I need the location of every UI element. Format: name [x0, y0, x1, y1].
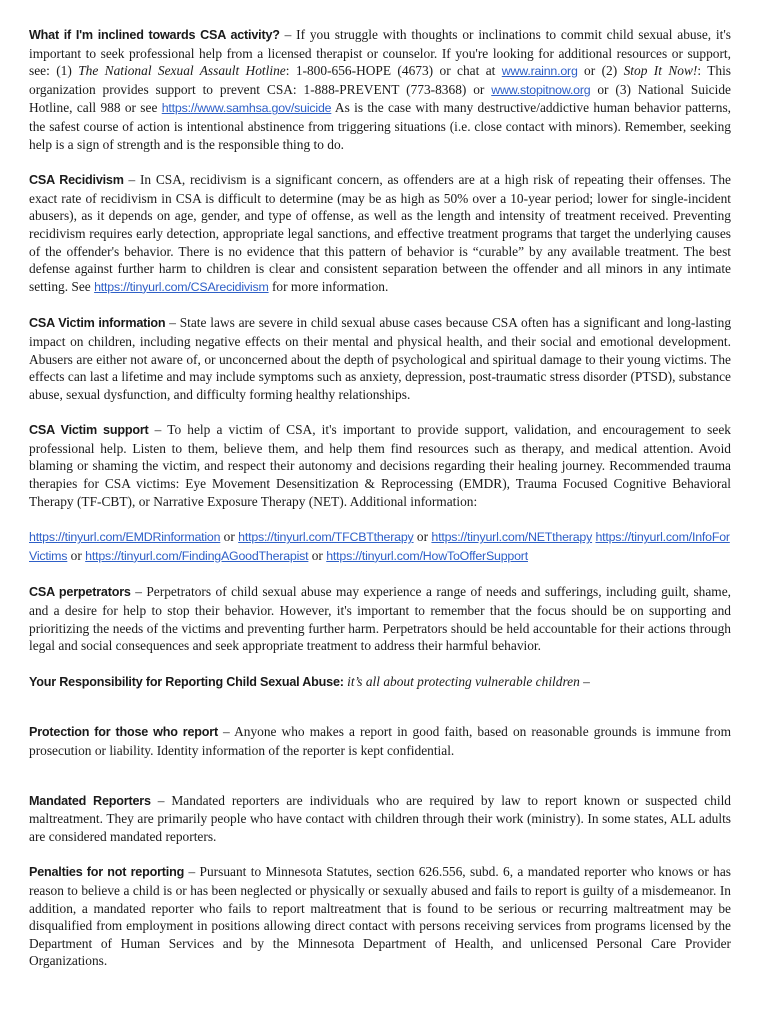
section-heading: CSA perpetrators [29, 585, 131, 600]
resource-name: Stop It Now! [623, 63, 698, 79]
body-text: : This organization provides support to prevent CSA: 1-888-PREVENT (773-8368) or [29, 63, 732, 97]
body-text: As is the case with many destructive/addictive human behavior patterns, the safest course of action is intentional abstinence from triggering situations (i.e. close contact with minors). Remember, seeking help is a sign of strength and is the responsible thing to do. [29, 100, 731, 152]
section-inclined [29, 26, 731, 153]
body-text: or (3) National Suicide Hotline, call 988 or see [29, 81, 731, 116]
emdr-link[interactable]: https://tinyurl.com/EMDRinformation [29, 530, 221, 545]
section-heading: CSA Victim support [29, 423, 149, 438]
separator: or [67, 547, 86, 563]
finding-therapist-link[interactable]: https://tinyurl.com/FindingAGoodTherapist [85, 548, 309, 563]
offer-support-link[interactable]: https://tinyurl.com/HowToOfferSupport [326, 548, 528, 563]
section-heading: CSA Victim information [29, 316, 166, 331]
separator: or [413, 529, 432, 545]
section-heading: Protection for those who report [29, 725, 218, 740]
body-text: Pursuant to Minnesota Statutes, section 626.556, subd. 6, a mandated reporter who knows or has reason to believe a child is or has been neglected or physically or sexually abused and fails to report is guilty of a misdemeanor. In addition, a mandated reporter who fails to report maltreatment that is found to be serious or recurring maltreatment may be disqualified from employment in positions allowing direct contact with persons receiving services from programs licensed by the Department of Human Services and by the Minnesota Department of Health, and unlicensed Personal Care Provider Organizations. [29, 864, 731, 969]
dash: – [165, 315, 180, 331]
section-responsibility [29, 673, 731, 692]
recidivism-link[interactable]: https://tinyurl.com/CSArecidivism [94, 279, 269, 294]
rainn-link[interactable]: www.rainn.org [501, 64, 578, 79]
section-heading: Penalties for not reporting [29, 865, 185, 880]
body-text: Perpetrators of child sexual abuse may experience a range of needs and sufferings, including guilt, shame, and a desire for help to stop their behavior. However, it's important to remember that the focus should be on supporting and prioritizing the needs of the victims and preventing further harm. Perpetrators should be held accountable for their actions through legal and social consequences and seek appropriate treatment to address their harmful behavior. [29, 584, 732, 654]
dash: – [148, 422, 168, 438]
stopitnow-link[interactable]: www.stopitnow.org [491, 82, 591, 97]
section-protection [29, 723, 731, 759]
section-victim-support [29, 421, 731, 510]
tfcbt-link[interactable]: https://tinyurl.com/TFCBTtherapy [238, 530, 414, 545]
body-text: If you struggle with thoughts or inclinations to commit child sexual abuse, it's important to seek professional help from a licensed therapist or counselor. If you're looking for additional resources or support, see: (1) [29, 27, 732, 79]
dash: – [184, 864, 200, 880]
dash: – [279, 27, 297, 42]
body-text: Mandated reporters are individuals who are required by law to report known or suspected child maltreatment. They are primarily people who have contact with children through their work (ministry). In some states, ALL adults are considered mandated reporters. [29, 792, 732, 844]
body-text: Anyone who makes a report in good faith, based on reasonable grounds is immune from prosecution or liability. Identity information of the reporter is kept confidential. [29, 724, 732, 758]
dash: – [217, 724, 235, 740]
section-perpetrators [29, 583, 731, 654]
body-text: In CSA, recidivism is a significant concern, as offenders are at a high risk of repeating their offenses. The exact rate of recidivism in CSA is difficult to determine (may be as high as 50% over a 10-year period; lower for single-incident abusers), as it depends on age, gender, and type of offense, as well as the length and intensity of treatment received. Preventing recidivism requires early detection, appropriate legal sanctions, and effective treatment programs that target the underlying causes of the offender's behavior. There is no evidence that this pattern of behavior is “curable” by any available treatment. The best defense against further harm to children is clear and consistent separation between the offender and all minors in any intimate setting. See [29, 172, 731, 294]
info-for-victims-link[interactable]: https://tinyurl.com/InfoForVictims [29, 530, 730, 563]
section-penalties [29, 863, 731, 970]
victim-support-links [29, 528, 731, 565]
body-text: State laws are severe in child sexual abuse cases because CSA often has a significant and long-lasting impact on children, including negative effects on their mental and physical health, and their social and emotional development. Abusers are either not aware of, or unconcerned about the depth of psychological and spiritual damage to their young victims. The effects can last a lifetime and may include symptoms such as anxiety, depression, post-traumatic stress disorder (PTSD), substance abuse, sexual dysfunction, and difficulty forming healthy relationships. [29, 315, 732, 402]
dash: – [130, 584, 147, 600]
section-heading: What if I'm inclined towards CSA activity? [29, 28, 280, 42]
section-victim-information [29, 314, 731, 403]
dash: – [123, 172, 140, 188]
body-text: To help a victim of CSA, it's important to provide support, validation, and encouragement to seek professional help. Listen to them, believe them, and help them find resources such as therapy, and medical attention. Avoid blaming or shaming the victim, and respect their autonomy and decisions regarding their healing journey. Recommended trauma therapies for CSA victims: Eye Movement Desensitization & Reprocessing (EMDR), Trauma Focused Cognitive Behavioral Therapy (TF-CBT), or Narrative Exposure Therapy (NET). Additional information: [29, 422, 731, 509]
section-heading: Your Responsibility for Reporting Child Sexual Abuse: [29, 674, 344, 689]
separator: or [308, 547, 327, 563]
body-text: or (2) [577, 63, 624, 79]
section-heading: Mandated Reporters [29, 793, 151, 808]
body-text: for more information. [268, 278, 389, 294]
net-therapy-link[interactable]: https://tinyurl.com/NETtherapy [431, 530, 593, 545]
dash: – [150, 792, 172, 808]
samhsa-link[interactable]: https://www.samhsa.gov/suicide [161, 101, 332, 116]
section-recidivism [29, 171, 731, 296]
section-heading: CSA Recidivism [29, 173, 124, 188]
section-mandated-reporters [29, 792, 731, 846]
separator: or [220, 529, 239, 545]
body-text: : 1-800-656-HOPE (4673) or chat at [285, 63, 502, 79]
section-subtitle: it’s all about protecting vulnerable children – [343, 673, 590, 689]
resource-name: The National Sexual Assault Hotline [78, 63, 286, 79]
